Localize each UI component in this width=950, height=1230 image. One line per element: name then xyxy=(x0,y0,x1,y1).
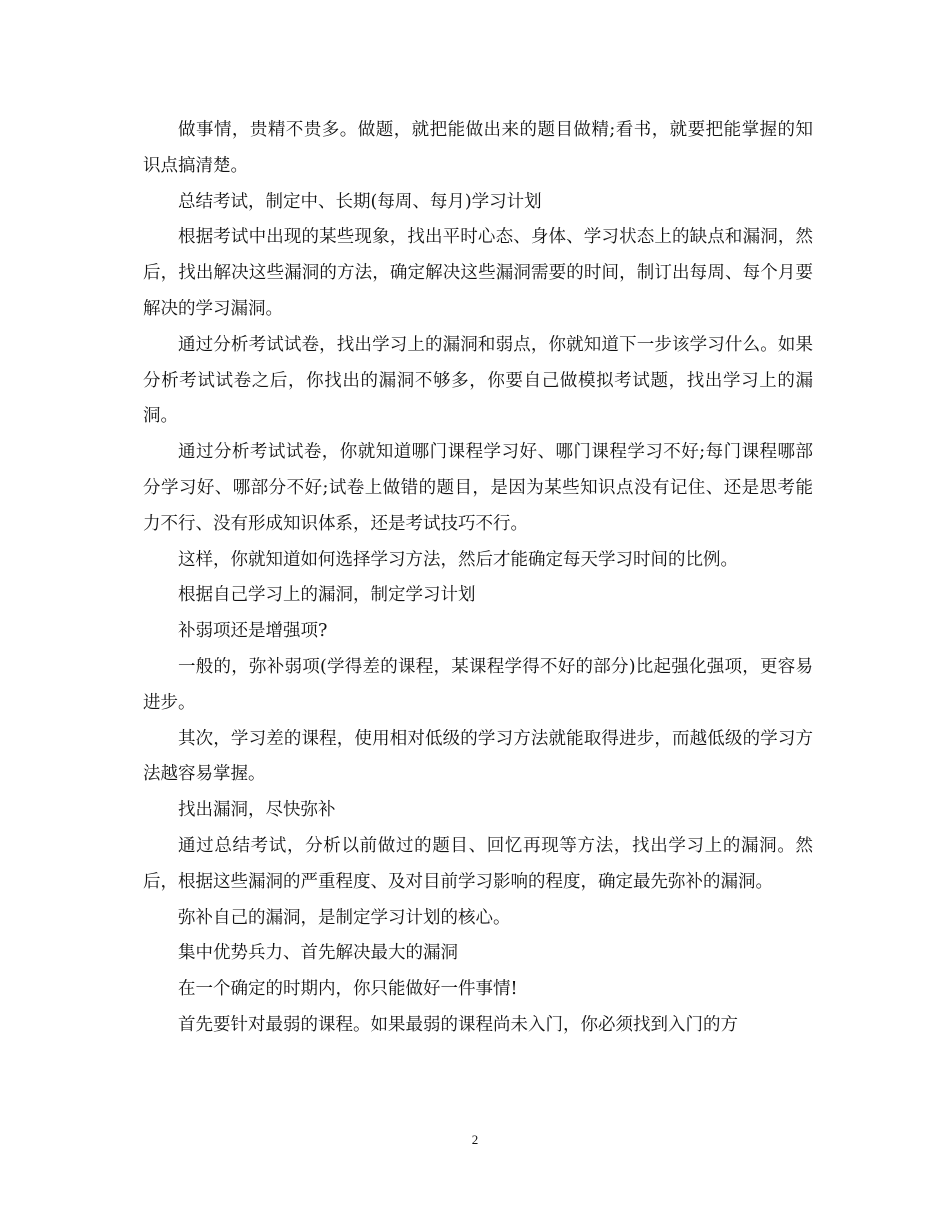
paragraph: 通过分析考试试卷，找出学习上的漏洞和弱点，你就知道下一步该学习什么。如果分析考试试卷之后，你找出的漏洞不够多，你要自己做模拟考试题，找出学习上的漏洞。 xyxy=(143,334,813,427)
paragraph: 做事情，贵精不贵多。做题，就把能做出来的题目做精;看书，就要把能掌握的知识点搞清楚。 xyxy=(143,120,813,176)
paragraph: 弥补自己的漏洞，是制定学习计划的核心。 xyxy=(178,907,511,928)
paragraph: 通过总结考试，分析以前做过的题目、回忆再现等方法，找出学习上的漏洞。然后，根据这些漏洞的严重程度、及对目前学习影响的程度，确定最先弥补的漏洞。 xyxy=(143,835,813,892)
sub-heading: 补弱项还是增强项? xyxy=(178,621,328,642)
paragraph: 在一个确定的时期内，你只能做好一件事情! xyxy=(178,979,518,1000)
page-number: 2 xyxy=(471,1132,479,1147)
sub-heading: 集中优势兵力、首先解决最大的漏洞 xyxy=(178,943,458,964)
section-heading: 根据自己学习上的漏洞，制定学习计划 xyxy=(178,585,476,606)
paragraph: 首先要针对最弱的课程。如果最弱的课程尚未入门，你必须找到入门的方 xyxy=(178,1014,738,1035)
paragraph: 这样，你就知道如何选择学习方法，然后才能确定每天学习时间的比例。 xyxy=(178,549,738,570)
sub-heading: 找出漏洞，尽快弥补 xyxy=(178,800,336,821)
paragraph: 根据考试中出现的某些现象，找出平时心态、身体、学习状态上的缺点和漏洞，然后，找出解决这些漏洞的方法，确定解决这些漏洞需要的时间，制订出每周、每个月要解决的学习漏洞。 xyxy=(143,227,813,319)
paragraph: 一般的，弥补弱项(学得差的课程，某课程学得不好的部分)比起强化强项，更容易进步。 xyxy=(143,656,813,713)
paragraph: 通过分析考试试卷，你就知道哪门课程学习好、哪门课程学习不好;每门课程哪部分学习好、哪部分不好;试卷上做错的题目，是因为某些知识点没有记住、还是思考能力不行、没有形成知识体系，还是考试技巧不行。 xyxy=(143,442,813,534)
document-body xyxy=(143,113,813,1044)
section-heading: 总结考试，制定中、长期(每周、每月)学习计划 xyxy=(178,191,542,212)
paragraph: 其次，学习差的课程，使用相对低级的学习方法就能取得进步，而越低级的学习方法越容易掌握。 xyxy=(143,728,813,785)
